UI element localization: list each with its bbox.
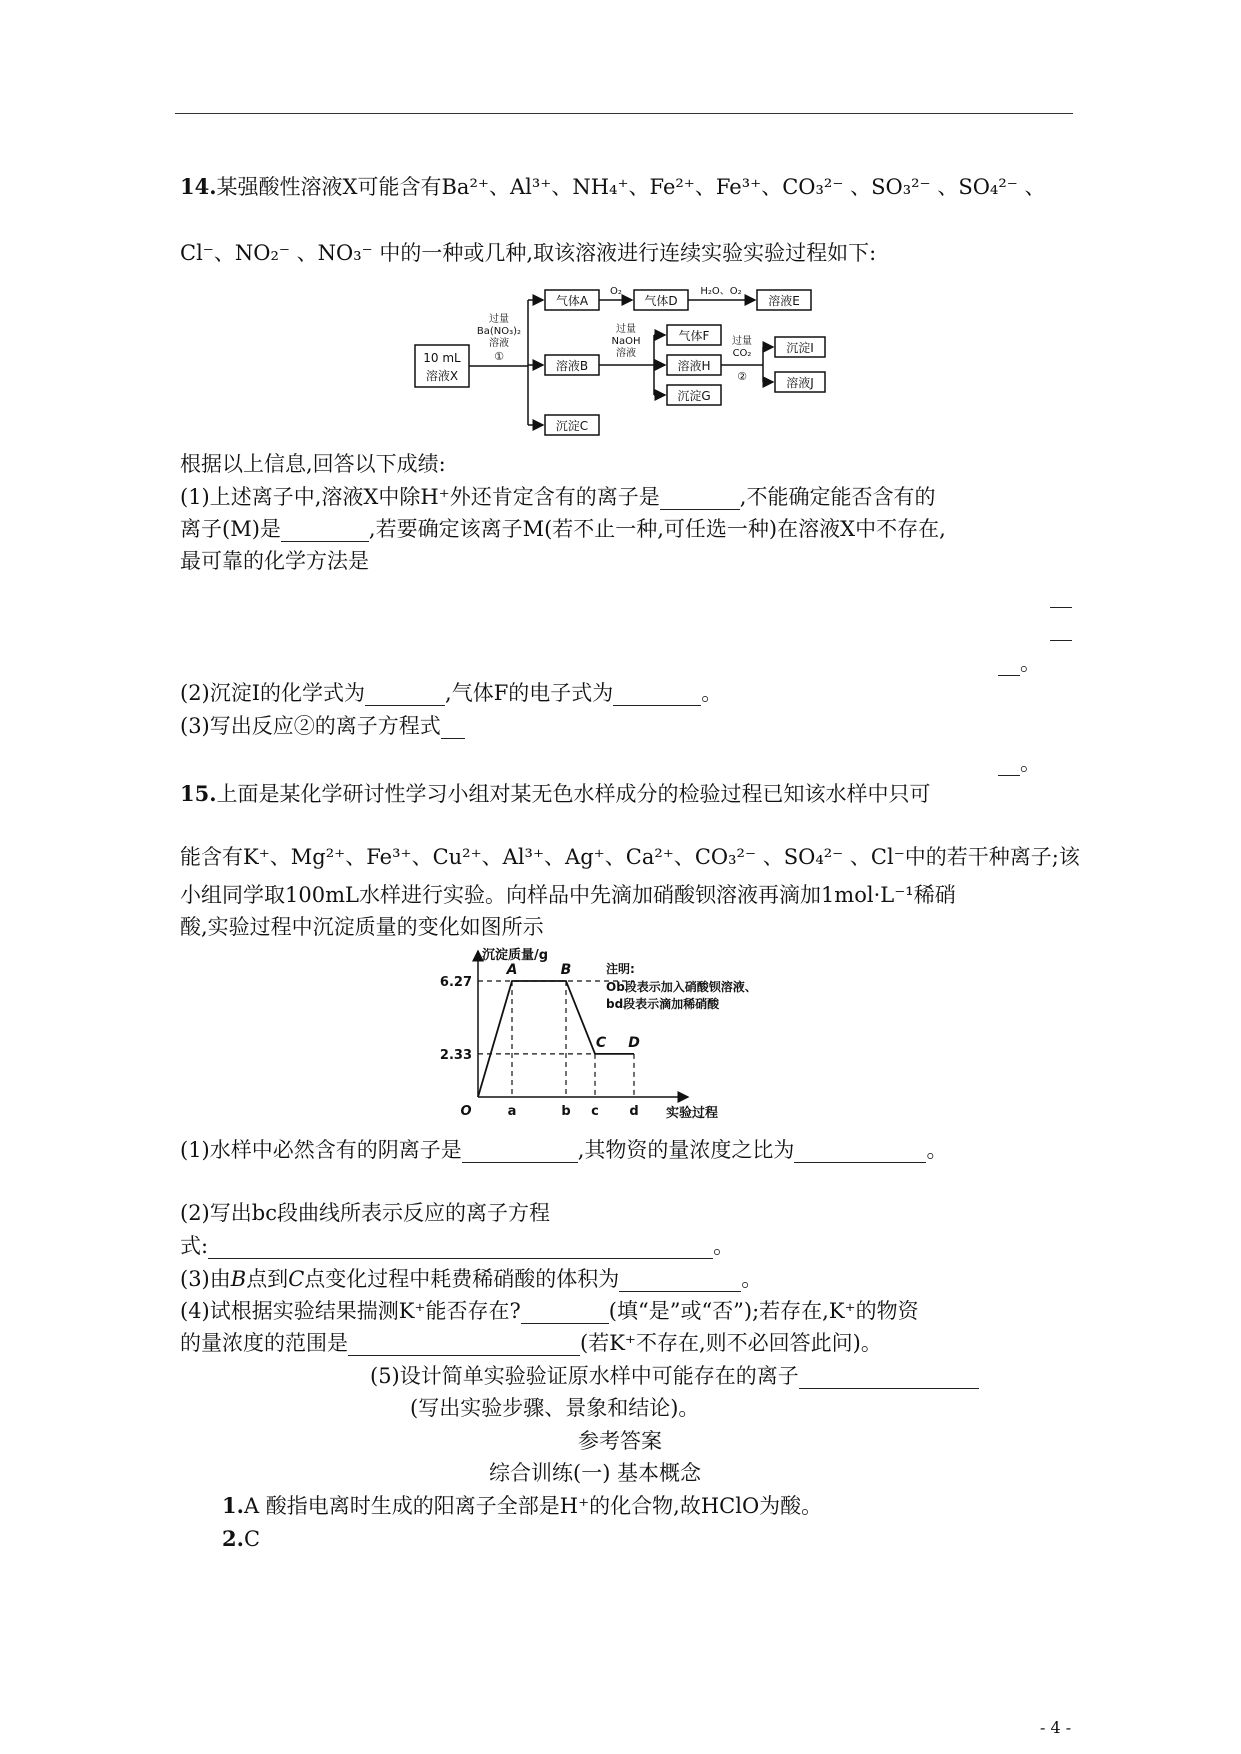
answer-blank[interactable] (462, 1142, 578, 1163)
q15-line1: 15.上面是某化学研讨性学习小组对某无色水样成分的检验过程已知该水样中只可 (180, 781, 931, 806)
q14-part1-line2: 离子(M)是 ,若要确定该离子M(若不止一种,可任选一种)在溶液X中不存在, (180, 517, 946, 541)
answer-blank[interactable] (619, 1271, 741, 1292)
point-label: C (595, 1034, 607, 1051)
note-line2: bd段表示滴加稀硝酸 (606, 997, 720, 1011)
q15-line3: 小组同学取100mL水样进行实验。向样品中先滴加硝酸钡溶液再滴加1mol·L⁻¹稀硝 (180, 883, 956, 907)
q14-part2: (2)沉淀I的化学式为 ,气体F的电子式为 。 (180, 681, 723, 705)
x-tick-label: O (460, 1104, 472, 1119)
q15-part2-line2: 式: 。 (180, 1234, 735, 1258)
y-tick-label: 6.27 (439, 975, 472, 990)
answers-subtitle: 综合训练(一) 基本概念 (489, 1461, 702, 1485)
label-solution-2: 溶液 (616, 348, 636, 359)
label-gas-f: 气体F (678, 329, 710, 343)
q15-part3: (3)由B点到C点变化过程中耗费稀硝酸的体积为 。 (180, 1267, 763, 1291)
q15-part1: (1)水样中必然含有的阴离子是 ,其物资的量浓度之比为 。 (180, 1138, 948, 1162)
answer-blank[interactable] (998, 655, 1020, 676)
answer-blank[interactable] (613, 685, 701, 706)
q15-part5-line1: (5)设计简单实验验证原水样中可能存在的离子 (370, 1363, 979, 1389)
answer-blank[interactable] (348, 1335, 580, 1356)
label-co2: CO₂ (732, 348, 752, 359)
label-precipitate-c: 沉淀C (555, 419, 589, 433)
x-tick-label: b (561, 1104, 571, 1119)
answer-blank[interactable] (794, 1142, 926, 1163)
label-excess-1: 过量 (489, 314, 509, 325)
answer-blank[interactable] (998, 755, 1020, 776)
answer-blank[interactable] (660, 489, 740, 510)
x-tick-label: c (591, 1104, 599, 1119)
y-tick-label: 2.33 (439, 1047, 472, 1063)
answer-1: 1.A 酸指电离时生成的阳离子全部是H⁺的化合物,故HClO为酸。 (222, 1493, 823, 1518)
precipitate-mass-chart (438, 945, 798, 1125)
answer-blank[interactable] (208, 1238, 713, 1259)
q14-line2: Cl⁻、NO₂⁻ 、NO₃⁻ 中的一种或几种,取该溶液进行连续实验实验过程如下: (180, 241, 877, 265)
q15-part4-line2: 的量浓度的范围是 (若K⁺不存在,则不必回答此问)。 (180, 1331, 882, 1355)
answer-blank[interactable] (799, 1368, 979, 1389)
point-label: B (560, 962, 572, 978)
label-step-1: ① (494, 350, 504, 363)
y-axis-label: 沉淀质量/g (482, 948, 549, 963)
label-gas-a: 气体A (555, 294, 589, 308)
q15-part2-line1: (2)写出bc段曲线所表示反应的离子方程 (180, 1201, 550, 1225)
label-precipitate-g: 沉淀G (677, 389, 711, 403)
q15-part5-line2: (写出实验步骤、景象和结论)。 (410, 1396, 700, 1420)
q15-line4: 酸,实验过程中沉淀质量的变化如图所示 (180, 915, 544, 939)
label-solution-e: 溶液E (768, 294, 800, 308)
answer-blank[interactable] (441, 718, 465, 739)
note-line1: Ob段表示加入硝酸钡溶液、 (606, 980, 757, 994)
answer-blank[interactable] (521, 1303, 609, 1324)
label-solution-b: 溶液B (555, 359, 589, 373)
label-excess-2: 过量 (616, 324, 636, 335)
q14-part3: (3)写出反应②的离子方程式 (180, 713, 465, 739)
q15-part4-line1: (4)试根据实验结果揣测K⁺能否存在? (填“是”或“否”);若存在,K⁺的物资 (180, 1299, 919, 1323)
note-title: 注明: (606, 962, 635, 976)
q14-part3-end: 。 (998, 750, 1041, 776)
q14-part1-line3: 最可靠的化学方法是 (180, 549, 369, 573)
label-solution-j: 溶液J (786, 376, 814, 390)
q14-part1-line1: (1)上述离子中,溶液X中除H⁺外还肯定含有的离子是 ,不能确定能否含有的 (180, 485, 936, 509)
answer-blank[interactable] (1050, 620, 1072, 641)
point-label: A (506, 962, 518, 978)
point-label: D (628, 1034, 640, 1051)
label-solution-1: 溶液 (489, 338, 509, 349)
q14-intro: 根据以上信息,回答以下成绩: (180, 452, 446, 476)
answer-blank[interactable] (1050, 587, 1072, 608)
x-axis-label: 实验过程 (666, 1106, 719, 1121)
label-ba-no3: Ba(NO₃)₂ (476, 326, 522, 337)
label-precipitate-i: 沉淀I (786, 341, 814, 355)
q15-line2: 能含有K⁺、Mg²⁺、Fe³⁺、Cu²⁺、Al³⁺、Ag⁺、Ca²⁺、CO₃²⁻ 、SO₄²⁻ 、Cl⁻中的若干种离子;该 (180, 845, 1080, 869)
label-solution-x: 溶液X (425, 369, 459, 383)
q14-line1: 14.某强酸性溶液X可能含有Ba²⁺、Al³⁺、NH₄⁺、Fe²⁺、Fe³⁺、CO₃²⁻ 、SO₃²⁻ 、SO₄²⁻ 、 (180, 174, 1046, 199)
label-gas-d: 气体D (644, 294, 678, 308)
page-number: - 4 - (1040, 1718, 1072, 1737)
label-excess-3: 过量 (732, 336, 752, 347)
label-o2: O₂ (610, 286, 622, 297)
label-10ml: 10 mL (423, 351, 461, 365)
label-step-2: ② (737, 370, 747, 383)
label-naoh: NaOH (611, 336, 641, 347)
q14-part1-end: 。 (998, 650, 1041, 676)
flow-diagram (410, 282, 830, 442)
answer-2: 2.C (222, 1526, 261, 1551)
answer-blank[interactable] (365, 685, 445, 706)
answer-blank[interactable] (281, 521, 369, 542)
label-h2o-o2: H₂O、O₂ (700, 286, 742, 297)
header-rule (175, 113, 1073, 114)
x-tick-label: d (629, 1104, 639, 1119)
answers-title: 参考答案 (578, 1429, 662, 1453)
x-tick-label: a (507, 1104, 517, 1119)
label-solution-h: 溶液H (677, 359, 711, 373)
